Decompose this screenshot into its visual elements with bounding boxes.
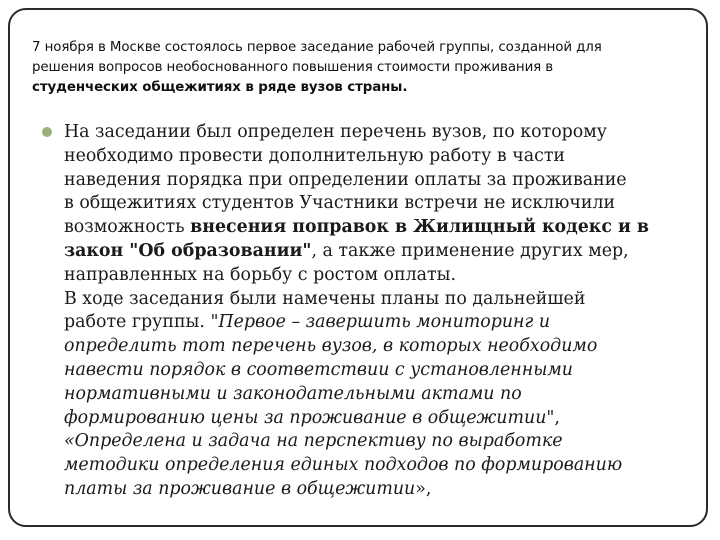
body-line [64, 216, 709, 240]
slide-header [32, 38, 692, 98]
bullet-dot-icon [42, 127, 52, 137]
body-line: необходимо провести дополнительную работу в части [64, 145, 566, 166]
header-line-1: 7 ноября в Москве состоялось первое заседание рабочей группы, созданной для [32, 40, 602, 55]
body-line: В ходе заседания были намечены планы по дальнейшей [64, 288, 586, 309]
body-line [64, 478, 709, 502]
body-line: нормативными и законодательными актами по [64, 383, 522, 404]
body-bold-fragment: закон "Об образовании" [64, 240, 312, 261]
body-line: направленных на борьбу с ростом оплаты. [64, 264, 457, 285]
body-fragment: возможность [64, 217, 191, 238]
body-line: На заседании был определен перечень вузов, по которому [64, 122, 608, 142]
body-italic-fragment: "Первое – завершить мониторинг и [210, 312, 551, 333]
body-line: определить тот перечень вузов, в которых необходимо [64, 336, 598, 357]
body-line: методики определения единых подходов по формированию [64, 455, 623, 476]
body-fragment: ", [546, 407, 560, 428]
bullet-text [64, 121, 709, 502]
header-line-3: студенческих общежитиях в ряде вузов страны. [32, 80, 408, 95]
body-italic-fragment: формированию цены за проживание в общежитии [64, 407, 547, 428]
body-line [64, 240, 709, 264]
header-line-2: решения вопросов необоснованного повышения стоимости проживания в [32, 60, 554, 75]
body-line [64, 407, 709, 431]
body-fragment: работе группы. [64, 312, 211, 333]
body-line: наведения порядка при определении оплаты за проживание [64, 169, 627, 190]
body-line: навести порядок в соответствии с установленными [64, 359, 573, 380]
body-line: «Определена и задача на перспективу по выработке [64, 431, 563, 452]
body-bold-fragment: внесения поправок в Жилищный кодекс и в [190, 217, 650, 238]
body-line [64, 311, 709, 335]
body-line: в общежитиях студентов Участники встречи не исключили [64, 193, 616, 214]
body-italic-fragment: платы за проживание в общежитии [64, 478, 416, 499]
body-fragment: , а также применение других мер, [311, 240, 629, 261]
body-fragment: », [415, 478, 432, 499]
